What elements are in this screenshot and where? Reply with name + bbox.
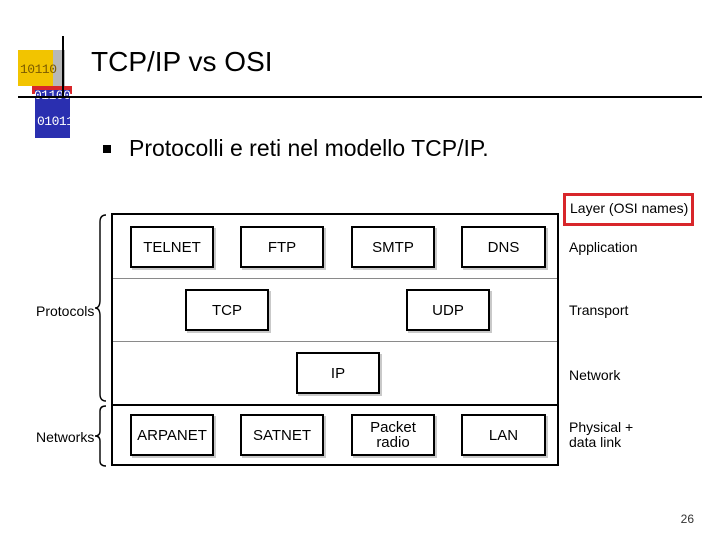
layer-label-transport: Transport [569,302,629,318]
networks-brace-icon [94,405,108,467]
layer-label-physical-line1: Physical + [569,419,634,435]
logo-binary-1: 10110 [20,62,57,77]
group-label-networks: Networks [36,429,95,445]
legend-label: Layer (OSI names) [570,200,689,216]
page-title: TCP/IP vs OSI [91,46,273,77]
layer-label-physical [569,420,633,450]
logo-binary-3: 01011 [37,114,74,129]
row-separator [113,341,557,342]
row-separator-networks [113,404,557,406]
header-horizontal-rule [18,96,702,98]
page-number: 26 [680,512,694,526]
protocol-box-telnet: TELNET [130,226,214,268]
row-separator [113,278,557,279]
protocol-box-udp: UDP [406,289,490,331]
protocol-box-ftp: FTP [240,226,324,268]
protocol-box-ip: IP [296,352,380,394]
layer-label-physical-line2: data link [569,434,622,450]
header-vertical-rule [62,36,64,98]
protocol-box-tcp: TCP [185,289,269,331]
protocol-box-smtp: SMTP [351,226,435,268]
protocol-box-dns: DNS [461,226,546,268]
tcpip-layer-diagram [111,213,559,466]
group-label-protocols: Protocols [36,303,95,319]
network-box-lan: LAN [461,414,546,456]
network-box-packet-radio-line1: Packet [370,419,416,436]
network-box-arpanet: ARPANET [130,414,214,456]
protocols-brace-icon [94,214,108,402]
bullet-icon [103,145,111,153]
network-box-satnet: SATNET [240,414,324,456]
layer-label-network: Network [569,367,621,383]
network-box-packet-radio-line2: radio [376,434,410,451]
bullet-text: Protocolli e reti nel modello TCP/IP. [129,135,489,161]
layer-label-application: Application [569,239,638,255]
network-box-packet-radio [351,414,435,456]
